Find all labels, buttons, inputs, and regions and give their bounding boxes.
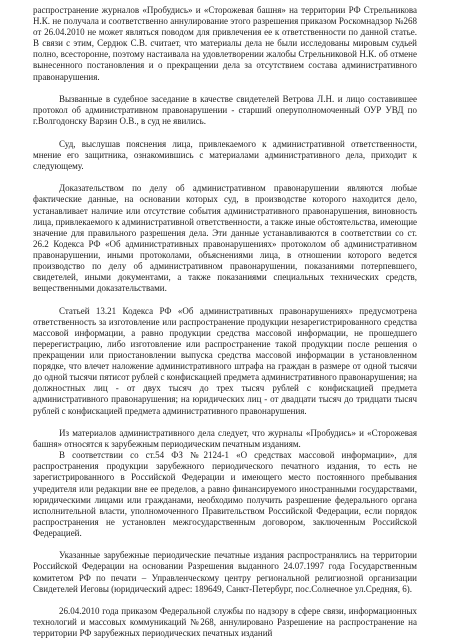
paragraph-8: Указанные зарубежные периодические печатные издания распространялись на территории Российской Федерации на основании Разрешения выданного 24.07.1997 года Государственным комитетом РФ по печати – Управленческому центру региональной религиозной организации Свидетелей Иеговы (юридический адрес: 189649, Санкт-Петербург, пос.Солнечное ул.Средняя, 6). [33,550,417,594]
paragraph-1: распространение журналов «Пробудись» и «Сторожевая башня» на территории РФ Стрельникова Н.К. не получала и соответственно аннулирование этого разрешения приказом Роскомнадзор №268 от 26.04.2010 не может являться поводом для привлечения ее к ответственности по данной статье. В связи с этим, Сердюк С.В. считает, что материалы дела не были исследованы мировым судьей полно, всесторонне, поэтому настаивала на удовлетворении жалобы Стрельниковой Н.К. об отмене вынесенного постановления и о прекращении дела за отсутствием состава административного правонарушения. [33,5,417,82]
paragraph-2: Вызванные в судебное заседание в качестве свидетелей Ветрова Л.Н. и лицо составившее протокол об административном правонарушении - старший оперуполномоченный ОУР УВД по г.Волгодонску Варзин О.В., в суд не явились. [33,94,417,127]
paragraph-gap [33,172,417,183]
paragraph-gap [33,539,417,550]
document-body [33,5,417,639]
paragraph-4: Доказательством по делу об административном правонарушении являются любые фактические данные, на основании которых суд, в производстве которого находится дело, устанавливает наличие или отсутствие события административного правонарушения, виновность лица, привлекаемого к административной ответственности, а также иные обстоятельства, имеющие значение для правильного разрешения дела. Эти данные устанавливаются в соответствии со ст. 26.2 Кодекса РФ «Об административных правонарушениях» протоколом об административном правонарушении, иными протоколами, объяснениями лица, в отношении которого ведется производство по делу об административном правонарушении, показаниями потерпевшего, свидетелей, иными документами, а также показаниями специальных технических средств, вещественными доказательствами. [33,183,417,294]
paragraph-gap [33,127,417,138]
paragraph-3: Суд, выслушав пояснения лица, привлекаемого к административной ответственности, мнение его защитника, ознакомившись с материалами административного дела, приходит к следующему. [33,138,417,171]
paragraph-5: Статьей 13.21 Кодекса РФ «Об административных правонарушениях» предусмотрена ответственность за изготовление или распространение продукции незарегистрированного средства массовой информации, а равно продукции средства массовой информации, не прошедшего перерегистрацию, либо изготовление или распространение такой продукции после решения о прекращении или приостановлении выпуска средства массовой информации в установленном порядке, что влечет наложение административного штрафа на граждан в размере от одной тысячи до одной тысячи пятисот рублей с конфискацией предмета административного правонарушения; на должностных лиц - от двух тысяч до трех тысяч рублей с конфискацией предмета административного правонарушения; на юридических лиц - от двадцати тысяч до тридцати тысяч рублей с конфискацией предмета административного правонарушения. [33,305,417,416]
paragraph-gap [33,595,417,606]
paragraph-gap [33,417,417,428]
paragraph-gap [33,83,417,94]
paragraph-gap [33,294,417,305]
paragraph-7: В соответствии со ст.54 ФЗ №2124-1 «О средствах массовой информации», для распространения продукции зарубежного периодического печатного издания, то есть не зарегистрированного в Российской Федерации и имеющего место постоянного пребывания учредителя или редакции вне ее пределов, а равно финансируемого иностранными государствами, юридическими лицами или гражданами, необходимо получить разрешение федерального органа исполнительной власти, уполномоченного Правительством Российской Федерации, если порядок распространения не установлен межгосударственным договором, заключенным Российской Федерацией. [33,450,417,538]
paragraph-6: Из материалов административного дела следует, что журналы «Пробудись» и «Сторожевая башня» относятся к зарубежным периодическим печатным изданиям. [33,428,417,450]
paragraph-9: 26.04.2010 года приказом Федеральной службы по надзору в сфере связи, информационных технологий и массовых коммуникаций №268, аннулировано Разрешение на распространение на территории РФ зарубежных периодических печатных изданий [33,606,417,639]
